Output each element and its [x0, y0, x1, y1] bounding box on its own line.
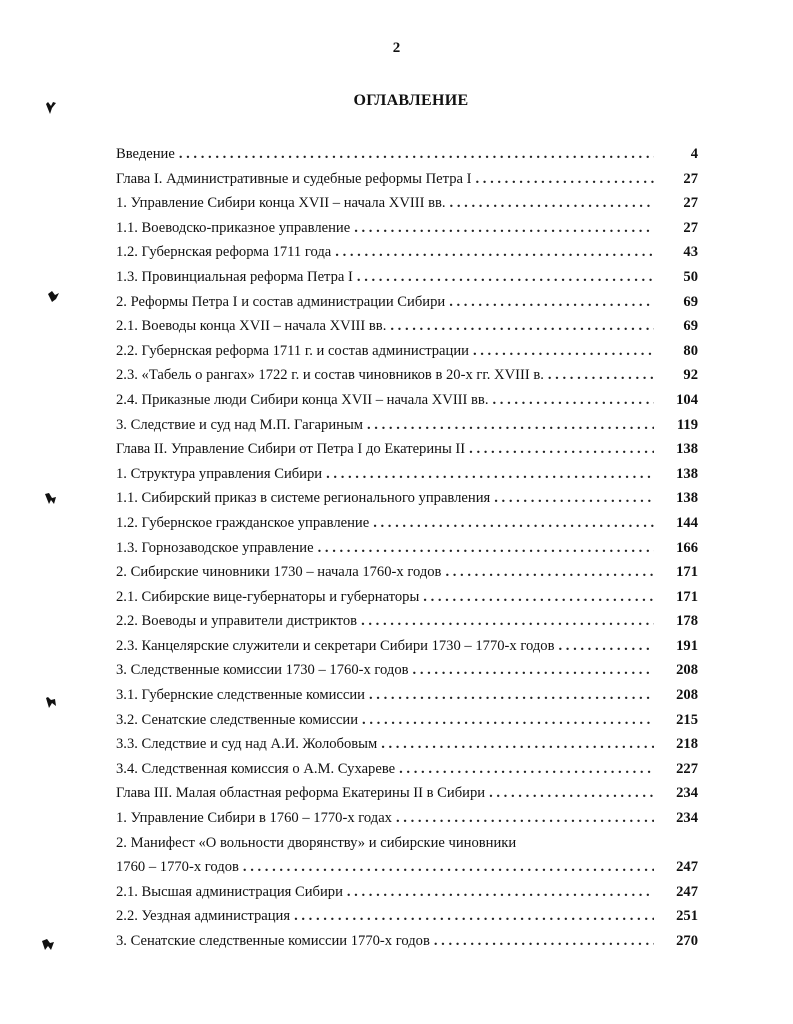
toc-entry-page: 251	[676, 908, 698, 925]
table-of-contents	[116, 142, 698, 954]
toc-leader	[558, 634, 654, 659]
toc-entry[interactable]	[116, 732, 698, 757]
toc-entry[interactable]	[116, 560, 698, 585]
toc-leader	[335, 240, 654, 265]
toc-leader	[423, 585, 654, 610]
toc-entry[interactable]	[116, 855, 698, 880]
margin-mark-icon	[44, 696, 58, 710]
toc-entry-label: Глава II. Управление Сибири от Петра I до Екатерины II	[116, 441, 466, 458]
toc-entry-page: 247	[676, 859, 698, 876]
toc-entry-label: 2.4. Приказные люди Сибири конца XVII – начала XVIII вв.	[116, 391, 489, 408]
toc-entry[interactable]	[116, 142, 698, 167]
toc-leader	[449, 290, 654, 315]
margin-mark-icon	[47, 290, 61, 304]
toc-entry-label: Глава III. Малая областная реформа Екатерины II в Сибири	[116, 785, 486, 802]
toc-entry-page: 50	[683, 268, 698, 285]
toc-entry-label: 3.4. Следственная комиссия о А.М. Сухареве	[116, 760, 396, 777]
toc-entry-page: 270	[676, 933, 698, 949]
toc-title: ОГЛАВЛЕНИЕ	[353, 92, 469, 109]
toc-entry-page: 80	[683, 342, 698, 359]
toc-entry-page: 218	[676, 736, 698, 753]
toc-leader	[347, 880, 654, 905]
toc-entry-page: 27	[683, 195, 698, 212]
toc-leader	[475, 167, 654, 192]
toc-entry-label: 3.1. Губернские следственные комиссии	[116, 687, 365, 704]
toc-leader	[354, 216, 654, 241]
toc-entry[interactable]	[116, 831, 698, 856]
toc-entry[interactable]	[116, 658, 698, 683]
toc-entry-label: 2.2. Уездная администрация	[116, 908, 291, 925]
toc-entry-label: 1760 – 1770-х годов	[116, 859, 239, 876]
toc-entry[interactable]	[116, 437, 698, 462]
toc-entry[interactable]	[116, 708, 698, 733]
toc-leader	[179, 142, 654, 167]
toc-entry-label: 2.3. Канцелярские служители и секретари Сибири 1730 – 1770-х годов	[116, 637, 555, 654]
toc-entry-label: 2. Реформы Петра I и состав администрации Сибири	[116, 293, 446, 310]
toc-leader	[318, 536, 654, 561]
toc-entry-label: 2.3. «Табель о рангах» 1722 г. и состав чиновников в 20-х гг. XVIII в.	[116, 367, 544, 384]
toc-entry-label: 1. Управление Сибири в 1760 – 1770-х годах	[116, 810, 392, 827]
toc-leader	[489, 781, 654, 806]
toc-leader	[548, 363, 654, 388]
toc-entry-label: 3. Следствие и суд над М.П. Гагариным	[116, 416, 363, 433]
toc-entry-label: 3. Сенатские следственные комиссии 1770-х годов	[116, 933, 430, 949]
toc-entry[interactable]	[116, 388, 698, 413]
toc-entry-label: Введение	[116, 146, 175, 162]
toc-leader	[413, 658, 654, 683]
toc-entry-page: 191	[676, 637, 698, 654]
toc-entry[interactable]	[116, 339, 698, 364]
margin-mark-icon	[44, 492, 58, 506]
toc-leader	[469, 437, 654, 462]
toc-entry[interactable]	[116, 880, 698, 905]
toc-entry[interactable]	[116, 290, 698, 315]
toc-entry-page: 227	[676, 760, 698, 777]
toc-leader	[243, 855, 654, 880]
toc-leader	[473, 339, 654, 364]
toc-entry[interactable]	[116, 486, 698, 511]
toc-entry-page: 138	[676, 441, 698, 458]
toc-entry-page: 69	[683, 318, 698, 335]
toc-entry-label: 2.2. Губернская реформа 1711 г. и состав администрации	[116, 342, 469, 359]
toc-entry-page: 215	[676, 711, 698, 728]
toc-leader	[357, 265, 654, 290]
toc-entry-label: 1. Структура управления Сибири	[116, 465, 323, 482]
toc-entry[interactable]	[116, 167, 698, 192]
toc-entry-page: 92	[683, 367, 698, 384]
toc-leader	[367, 413, 654, 438]
toc-entry[interactable]	[116, 634, 698, 659]
toc-leader	[294, 904, 654, 929]
toc-leader	[373, 511, 654, 536]
toc-entry-page: 69	[683, 293, 698, 310]
toc-entry[interactable]	[116, 462, 698, 487]
toc-entry-label: 1.3. Горнозаводское управление	[116, 539, 314, 556]
page-number: 2	[392, 40, 401, 56]
margin-mark-icon	[41, 938, 55, 952]
toc-leader	[326, 462, 654, 487]
toc-entry-page: 171	[676, 564, 698, 581]
toc-entry[interactable]	[116, 904, 698, 929]
toc-leader	[362, 708, 654, 733]
toc-entry[interactable]	[116, 314, 698, 339]
toc-entry[interactable]	[116, 363, 698, 388]
toc-entry-page: 119	[676, 416, 698, 433]
toc-entry-label: 1.3. Провинциальная реформа Петра I	[116, 268, 353, 285]
toc-entry-label: 2.1. Воеводы конца XVII – начала XVIII вв.	[116, 318, 387, 335]
toc-entry-page: 4	[690, 146, 698, 162]
toc-leader	[399, 757, 654, 782]
toc-entry[interactable]	[116, 536, 698, 561]
toc-entry[interactable]	[116, 240, 698, 265]
toc-entry-page: 43	[683, 244, 698, 261]
toc-entry-page: 208	[676, 662, 698, 679]
toc-entry-page: 166	[676, 539, 698, 556]
toc-leader	[494, 486, 654, 511]
toc-leader	[492, 388, 654, 413]
toc-entry[interactable]	[116, 265, 698, 290]
toc-entry-label: 2. Манифест «О вольности дворянству» и сибирские чиновники	[116, 834, 517, 851]
toc-entry[interactable]	[116, 609, 698, 634]
toc-leader	[450, 191, 654, 216]
toc-entry-label: 3.3. Следствие и суд над А.И. Жолобовым	[116, 736, 378, 753]
toc-entry[interactable]	[116, 683, 698, 708]
toc-entry-page: 171	[676, 588, 698, 605]
toc-entry-label: Глава I. Административные и судебные реформы Петра I	[116, 170, 472, 187]
toc-entry[interactable]	[116, 929, 698, 954]
toc-entry[interactable]	[116, 781, 698, 806]
toc-leader	[434, 929, 654, 954]
toc-entry-page: 27	[683, 219, 698, 236]
toc-entry-page: 208	[676, 687, 698, 704]
toc-leader	[381, 732, 654, 757]
margin-mark-icon	[44, 101, 58, 115]
toc-leader	[369, 683, 654, 708]
toc-entry-label: 2. Сибирские чиновники 1730 – начала 1760-х годов	[116, 564, 442, 581]
toc-entry-label: 1.1. Сибирский приказ в системе регионального управления	[116, 490, 491, 507]
toc-leader	[445, 560, 654, 585]
toc-entry[interactable]	[116, 806, 698, 831]
toc-entry[interactable]	[116, 585, 698, 610]
toc-entry[interactable]	[116, 191, 698, 216]
toc-entry[interactable]	[116, 216, 698, 241]
toc-entry-page: 138	[676, 490, 698, 507]
toc-entry[interactable]	[116, 511, 698, 536]
toc-entry-label: 2.2. Воеводы и управители дистриктов	[116, 613, 358, 630]
toc-entry-page: 234	[676, 810, 698, 827]
toc-entry[interactable]	[116, 413, 698, 438]
toc-entry-label: 2.1. Высшая администрация Сибири	[116, 883, 343, 900]
toc-leader	[390, 314, 654, 339]
toc-entry-label: 1.2. Губернская реформа 1711 года	[116, 244, 332, 261]
toc-leader	[361, 609, 654, 634]
toc-entry-label: 3.2. Сенатские следственные комиссии	[116, 711, 359, 728]
toc-entry-page: 247	[676, 883, 698, 900]
toc-entry-page: 138	[676, 465, 698, 482]
toc-entry-label: 3. Следственные комиссии 1730 – 1760-х годов	[116, 662, 409, 679]
toc-entry-page: 178	[676, 613, 698, 630]
toc-leader	[396, 806, 654, 831]
toc-entry[interactable]	[116, 757, 698, 782]
toc-entry-label: 1.2. Губернское гражданское управление	[116, 514, 370, 531]
toc-entry-page: 234	[676, 785, 698, 802]
toc-entry-page: 144	[676, 514, 698, 531]
toc-entry-page: 27	[683, 170, 698, 187]
toc-entry-label: 1.1. Воеводско-приказное управление	[116, 219, 351, 236]
toc-entry-page: 104	[676, 391, 698, 408]
toc-entry-label: 1. Управление Сибири конца XVII – начала XVIII вв.	[116, 195, 446, 212]
toc-entry-label: 2.1. Сибирские вице-губернаторы и губернаторы	[116, 588, 420, 605]
